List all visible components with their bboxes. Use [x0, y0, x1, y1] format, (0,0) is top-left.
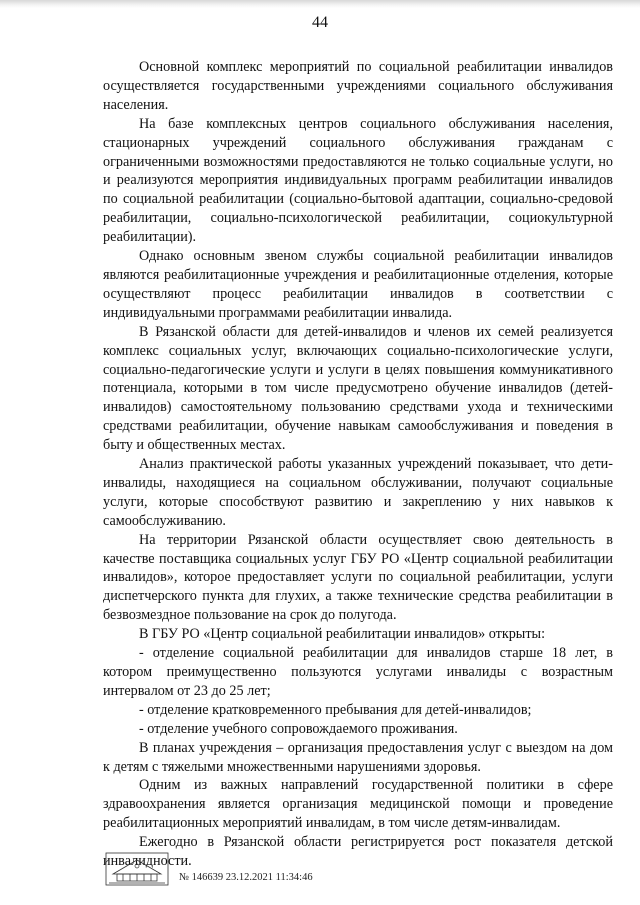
paragraph: На базе комплексных центров социального обслуживания населения, стационарных учреждений социального обслуживания гражданам с ограниченными возможностями предоставляются не только социальные услуги, но и реализуются мероприятия индивидуальных программ реабилитации инвалидов по социальной реабилитации (социально-бытовой адаптации, социально-средовой реабилитации, социально-психологической реабилитации, социокультурной реабилитации).	[103, 115, 613, 246]
document-body	[103, 58, 613, 871]
paragraph: Одним из важных направлений государственной политики в сфере здравоохранения является организация медицинской помощи и проведение реабилитационных мероприятий инвалидам, в том числе детям-инвалидам.	[103, 777, 613, 832]
scan-top-edge	[0, 0, 640, 8]
building-seal-icon	[105, 852, 169, 886]
paragraph: В ГБУ РО «Центр социальной реабилитации инвалидов» открыты:	[139, 626, 546, 643]
paragraph: В Рязанской области для детей-инвалидов и членов их семей реализуется комплекс социальных услуг, включающих социально-психологические услуги, социально-педагогические услуги и услуги в целях повышения коммуникативного потенциала, которыми в том числе предусмотрено обучение инвалидов (детей-инвалидов) самостоятельному пользованию средствами ухода и техническими средствами реабилитации, обучение навыкам самообслуживания и поведения в быту и общественных местах.	[103, 323, 613, 454]
document-registration-id: № 146639 23.12.2021 11:34:46	[179, 872, 313, 883]
document-footer	[105, 852, 465, 892]
paragraph: Однако основным звеном службы социальной реабилитации инвалидов являются реабилитационные учреждения и реабилитационные отделения, которые осуществляют процесс реабилитации инвалидов в соответствии с индивидуальными программами реабилитации инвалида.	[103, 248, 613, 321]
paragraph: На территории Рязанской области осуществляет свою деятельность в качестве поставщика социальных услуг ГБУ РО «Центр социальной реабилитации инвалидов», которое предоставляет услуги по социальной реабилитации, услуги диспетчерского пункта для глухих, а также технические средства реабилитации в безвозмездное пользование на срок до полугода.	[103, 531, 613, 624]
paragraph: Ежегодно в Рязанской области регистрируется рост показателя детской инвалидности.	[103, 834, 613, 870]
list-item: - отделение учебного сопровождаемого проживания.	[139, 720, 458, 737]
paragraph: Основной комплекс мероприятий по социальной реабилитации инвалидов осуществляется государственными учреждениями социального обслуживания населения.	[103, 59, 613, 113]
page-number: 44	[312, 14, 328, 31]
paragraph: В планах учреждения – организация предоставления услуг с выездом на дом к детям с тяжелыми множественными нарушениями здоровья.	[103, 739, 613, 775]
list-item: - отделение социальной реабилитации для инвалидов старше 18 лет, в котором преимущественно пользуются услугами инвалиды с возрастным интервалом от 23 до 25 лет;	[103, 645, 613, 699]
paragraph: Анализ практической работы указанных учреждений показывает, что дети-инвалиды, находящиеся на социальном обслуживании, получают социальные услуги, которые способствуют развитию и закреплению у них навыков к самообслуживанию.	[103, 456, 613, 529]
list-item: - отделение кратковременного пребывания для детей-инвалидов;	[139, 701, 532, 718]
